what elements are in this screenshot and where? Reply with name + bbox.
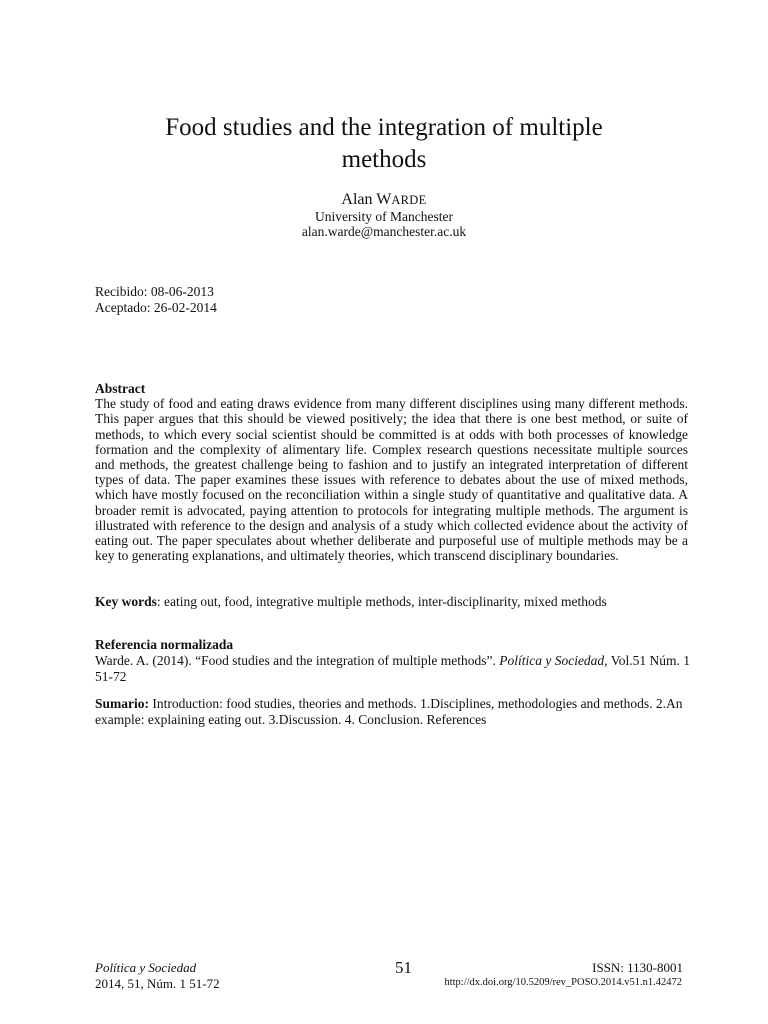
article-title bbox=[80, 112, 688, 176]
abstract-text: The study of food and eating draws evidence from many different disciplines using many different methods. This paper argues that this should be viewed positively; the idea that there is one best method, or suite of methods, to which every social scientist should be committed is at odds with both processes of knowledge formation and the complexity of alimentary life. Complex research questions necessitate multiple sources and methods, the greatest challenge being to fashion and to justify an integrated interpretation of different types of data. The paper examines these issues with reference to debates about the use of mixed methods, which have mostly focused on the reconciliation within a single study of quantitative and qualitative data. A broader remit is advocated, paying attention to protocols for integrating multiple methods. The argument is illustrated with reference to the design and analysis of a study which collected evidence about the activity of eating out. The paper speculates about whether deliberate and purposeful use of multiple methods may be a key to generating explanations, and ultimately theories, which transcend disciplinary boundaries. bbox=[95, 396, 688, 564]
author-name bbox=[80, 191, 688, 209]
author-block bbox=[80, 191, 688, 239]
footer-journal-name: Política y Sociedad bbox=[95, 960, 197, 975]
keywords-label: Key words bbox=[95, 594, 157, 609]
reference-text bbox=[95, 653, 695, 685]
footer-journal-info bbox=[95, 960, 220, 992]
author-email[interactable]: alan.warde@manchester.ac.uk bbox=[301, 224, 467, 239]
reference-section bbox=[95, 637, 695, 685]
reference-heading: Referencia normalizada bbox=[95, 637, 234, 652]
reference-journal: Política y Sociedad, bbox=[499, 653, 608, 668]
reference-text-after: Vol.51 Núm. 1 51-72 bbox=[95, 653, 690, 684]
author-name-smallcaps: ARDE bbox=[391, 193, 427, 207]
reference-text-before: Warde. A. (2014). “Food studies and the integration of multiple methods”. bbox=[95, 653, 500, 668]
footer-issn: ISSN: 1130-8001 bbox=[592, 960, 683, 975]
footer-issue: 2014, 51, Núm. 1 51-72 bbox=[95, 976, 220, 991]
summary-label: Sumario: bbox=[95, 696, 149, 711]
keywords bbox=[95, 594, 688, 610]
author-affiliation: University of Manchester bbox=[315, 209, 453, 224]
summary-text: Introduction: food studies, theories and methods. 1.Disciplines, methodologies and methods. 2.An example: explaining eating out. 3.Discussion. 4. Conclusion. References bbox=[95, 696, 683, 727]
page-number: 51 bbox=[395, 958, 412, 977]
abstract-section bbox=[95, 381, 688, 563]
abstract-heading: Abstract bbox=[95, 381, 146, 396]
title-line-2: methods bbox=[341, 146, 427, 173]
accepted-date: Aceptado: 26-02-2014 bbox=[95, 300, 217, 315]
keywords-text: : eating out, food, integrative multiple methods, inter-disciplinarity, mixed methods bbox=[156, 594, 607, 609]
submission-dates bbox=[95, 284, 217, 316]
footer-doi-link[interactable]: http://dx.doi.org/10.5209/rev_POSO.2014.v51.n1.42472 bbox=[444, 977, 682, 988]
summary-section bbox=[95, 696, 695, 728]
received-date: Recibido: 08-06-2013 bbox=[95, 284, 214, 299]
title-line-1: Food studies and the integration of multiple bbox=[165, 114, 603, 141]
author-name-first: Alan W bbox=[341, 191, 392, 208]
